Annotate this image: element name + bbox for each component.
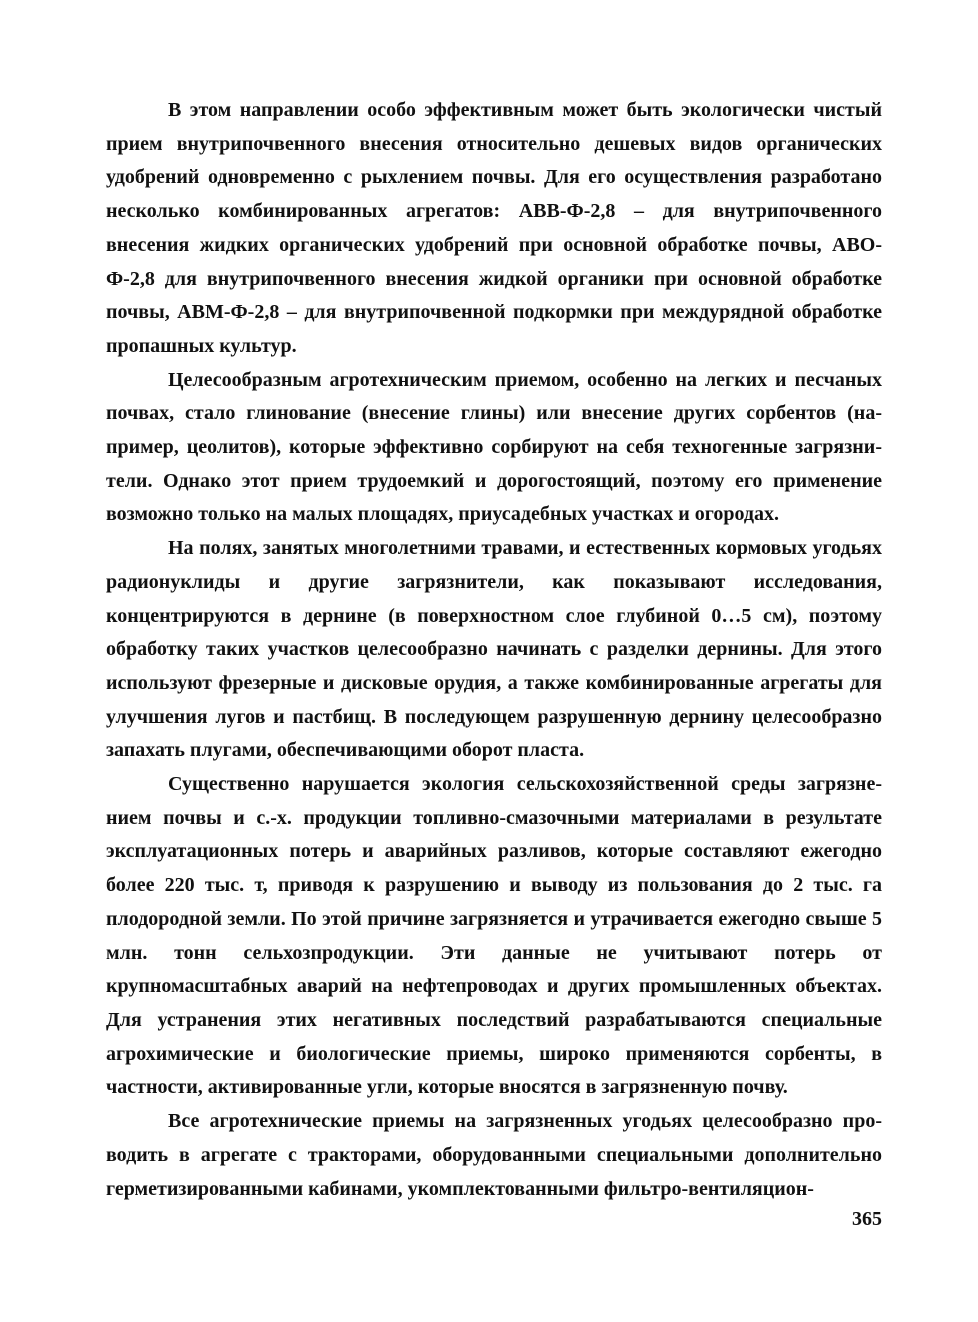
page-number: 365 bbox=[852, 1208, 882, 1230]
body-text bbox=[106, 94, 882, 1206]
paragraph-1: В этом направлении особо эффективным может быть экологически чистый прием внутрипочвенного внесения относительно дешевых видов органических удобрений одновременно с рыхлением почвы. Для его осуществления разработано несколько комбинированных агрегатов: АВВ-Ф-2,8 – для внутрипочвенного внесения жидких органических удобрений при основной обработке почвы, АВО-Ф-2,8 для внутрипочвенного внесения жидкой органики при основной обработке почвы, АВМ-Ф-2,8 – для внутрипочвенной подкормки при междурядной обработке пропашных культур. bbox=[106, 99, 882, 357]
paragraph-2: Целесообразным агротехническим приемом, особенно на легких и песчаных почвах, стало глинование (внесение глины) или внесение других сорбентов (например, цеолитов), которые эффективно сорбируют на себя техногенные загрязнители. Однако этот прием трудоемкий и дорогостоящий, поэтому его применение возможно только на малых площадях, приусадебных участках и огородах. bbox=[106, 368, 882, 526]
paragraph-4: Существенно нарушается экология сельскохозяйственной среды загрязнением почвы и с.-х. продукции топливно-смазочными материалами в результате эксплуатационных потерь и аварийных разливов, которые составляют ежегодно более 220 тыс. т, приводя к разрушению и выводу из пользования до 2 тыс. га плодородной земли. По этой причине загрязняется и утрачивается ежегодно свыше 5 млн. тонн сельхозпродукции. Эти данные не учитывают потерь от крупномасштабных аварий на нефтепроводах и других промышленных объектах. Для устранения этих негативных последствий разрабатываются специальные агрохимические и биологические приемы, широко применяются сорбенты, в частности, активированные угли, которые вносятся в загрязненную почву. bbox=[106, 773, 882, 1099]
paragraph-5: Все агротехнические приемы на загрязненных угодьях целесообразно проводить в агрегате с тракторами, оборудованными специальными дополнительно герметизированными кабинами, укомплектованными фильтро-вентиляцион- bbox=[106, 1110, 882, 1200]
paragraph-3: На полях, занятых многолетними травами, и естественных кормовых угодьях радионуклиды и другие загрязнители, как показывают исследования, концентрируются в дернине (в поверхностном слое глубиной 0…5 см), поэтому обработку таких участков целесообразно начинать с разделки дернины. Для этого используют фрезерные и дисковые орудия, а также комбинированные агрегаты для улучшения лугов и пастбищ. В последующем разрушенную дернину целесообразно запахать плугами, обеспечивающими оборот пласта. bbox=[106, 537, 882, 762]
